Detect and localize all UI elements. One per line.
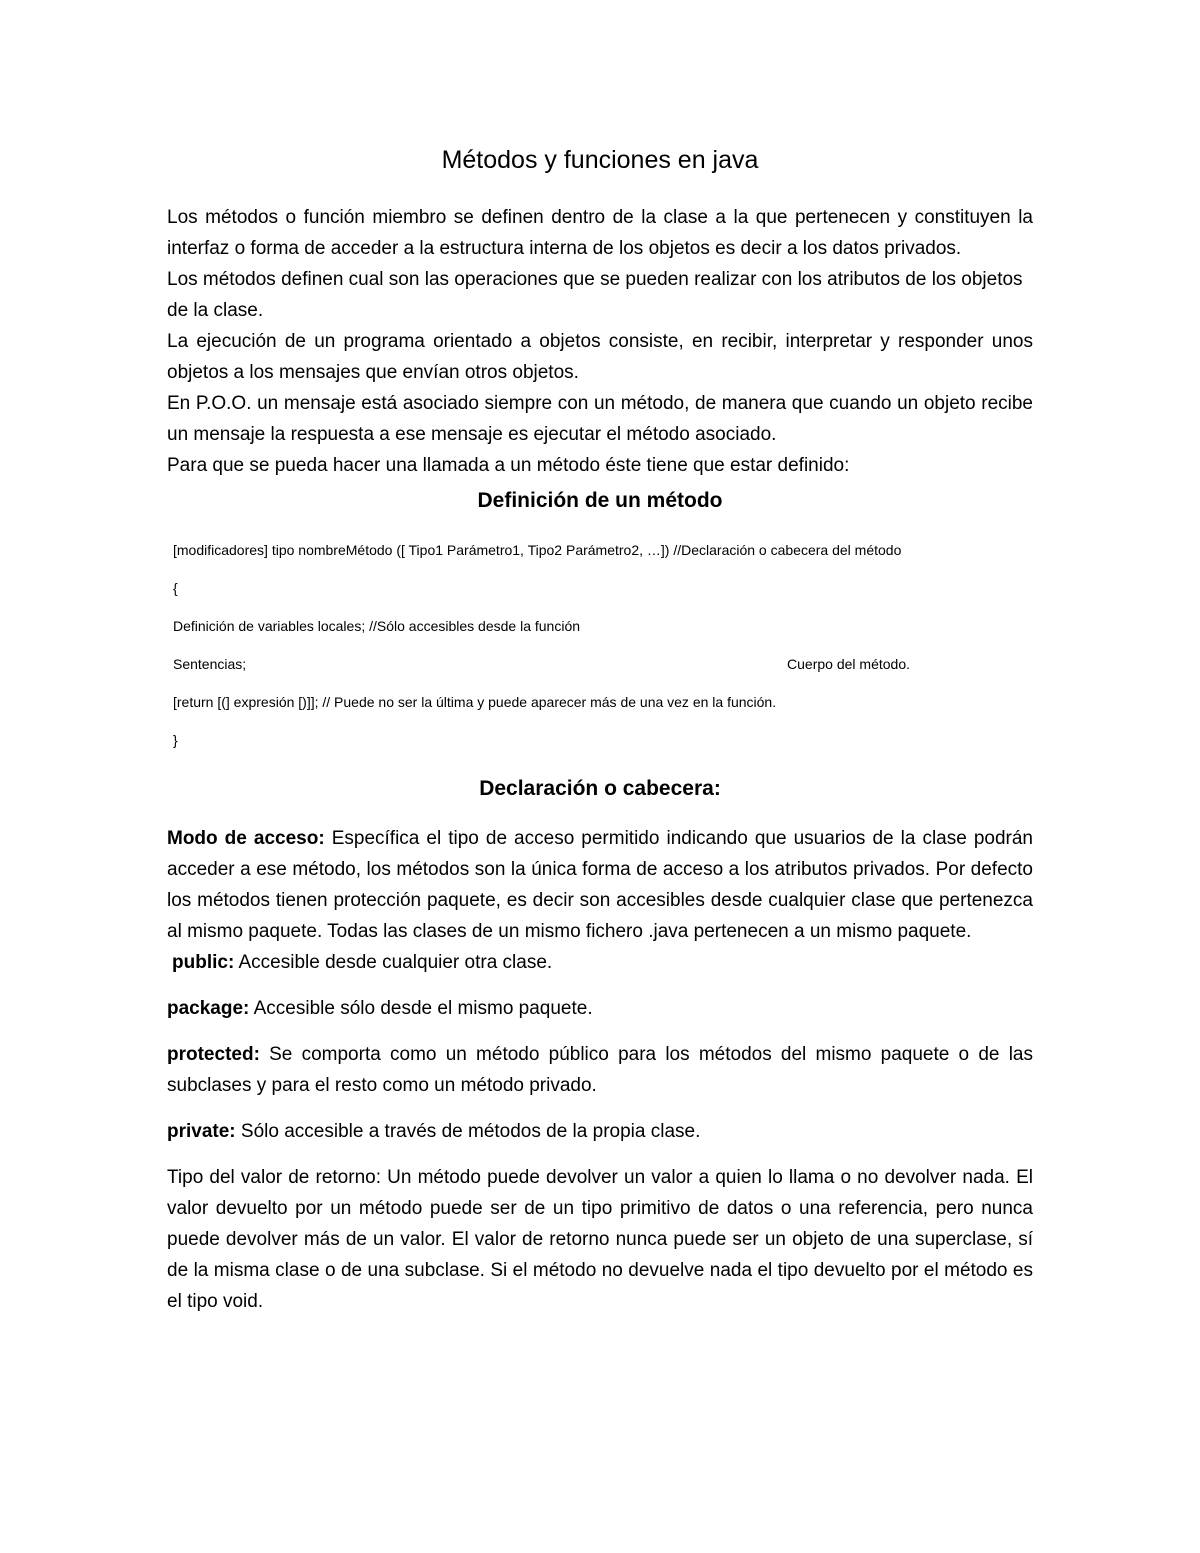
- intro-paragraph-4: En P.O.O. un mensaje está asociado siempre con un método, de manera que cuando un objeto recibe un mensaje la respuesta a ese mensaje es ejecutar el método asociado.: [167, 393, 1033, 445]
- code-return-line: [173, 683, 1033, 721]
- return-type-paragraph: Tipo del valor de retorno: Un método puede devolver un valor a quien lo llama o no devolver nada. El valor devuelto por un método puede ser de un tipo primitivo de datos o una referencia, pero nunca puede devolver más de un valor. El valor de retorno nunca puede ser un objeto de una superclase, sí de la misma clase o de una subclase. Si el método no devuelve nada el tipo devuelto por el método es el tipo void.: [167, 1167, 1033, 1312]
- code-statements-line: [173, 645, 1033, 683]
- modifier-package-text: Accesible sólo desde el mismo paquete.: [249, 998, 593, 1019]
- modifier-protected: [167, 1039, 1033, 1101]
- access-mode-label: Modo de acceso:: [167, 828, 325, 849]
- document-page: [167, 140, 1033, 1317]
- modifier-protected-label: protected:: [167, 1044, 260, 1065]
- modifier-private: [167, 1116, 1033, 1147]
- code-statements: Sentencias;: [173, 656, 247, 672]
- definition-heading: Definición de un método: [477, 489, 723, 512]
- code-open-brace: {: [173, 580, 178, 596]
- intro-paragraph-5: Para que se pueda hacer una llamada a un método éste tiene que estar definido:: [167, 455, 850, 476]
- page-title: Métodos y funciones en java: [441, 146, 759, 174]
- intro-paragraph-1: Los métodos o función miembro se definen dentro de la clase a la que pertenecen y constituyen la interfaz o forma de acceder a la estructura interna de los objetos es decir a los datos privados.: [167, 207, 1033, 259]
- code-locals-line: [173, 607, 1033, 645]
- code-signature: [modificadores] tipo nombreMétodo ([ Tipo1 Parámetro1, Tipo2 Parámetro2, …]) //Declaración o cabecera del método: [173, 542, 902, 558]
- modifier-private-label: private:: [167, 1121, 236, 1142]
- modifier-package-label: package:: [167, 998, 250, 1019]
- intro-paragraph-3: La ejecución de un programa orientado a objetos consiste, en recibir, interpretar y responder unos objetos a los mensajes que envían otros objetos.: [167, 331, 1033, 383]
- code-close-brace-line: [173, 721, 1033, 759]
- code-locals: Definición de variables locales; //Sólo accesibles desde la función: [173, 618, 581, 634]
- method-definition-block: [167, 531, 1033, 759]
- modifier-package: [167, 993, 1033, 1024]
- access-mode-text: Específica el tipo de acceso permitido indicando que usuarios de la clase podrán acceder a ese método, los métodos son la única forma de acceso a los atributos privados. Por defecto los métodos tienen protección paquete, es decir son accesibles desde cualquier clase que pertenezca al mismo paquete. Todas las clases de un mismo fichero .java pertenecen a un mismo paquete.: [167, 828, 1033, 942]
- declaration-heading: Declaración o cabecera:: [479, 777, 721, 800]
- code-body-note: Cuerpo del método.: [787, 656, 910, 672]
- code-open-brace-line: [173, 569, 1033, 607]
- access-mode-paragraph: [167, 823, 1033, 947]
- modifier-public: [167, 947, 1033, 978]
- modifier-protected-text: Se comporta como un método público para los métodos del mismo paquete o de las subclases y para el resto como un método privado.: [167, 1044, 1033, 1096]
- modifier-public-label: public:: [172, 952, 235, 973]
- modifier-public-text: Accesible desde cualquier otra clase.: [234, 952, 553, 973]
- code-return: [return [(] expresión [)]]; // Puede no ser la última y puede aparecer más de una vez en la función.: [173, 694, 777, 710]
- code-signature-line: [173, 531, 1033, 569]
- intro-paragraph-2: Los métodos definen cual son las operaciones que se pueden realizar con los atributos de los objetos de la clase.: [167, 269, 1023, 321]
- modifier-private-text: Sólo accesible a través de métodos de la propia clase.: [235, 1121, 701, 1142]
- code-close-brace: }: [173, 732, 178, 748]
